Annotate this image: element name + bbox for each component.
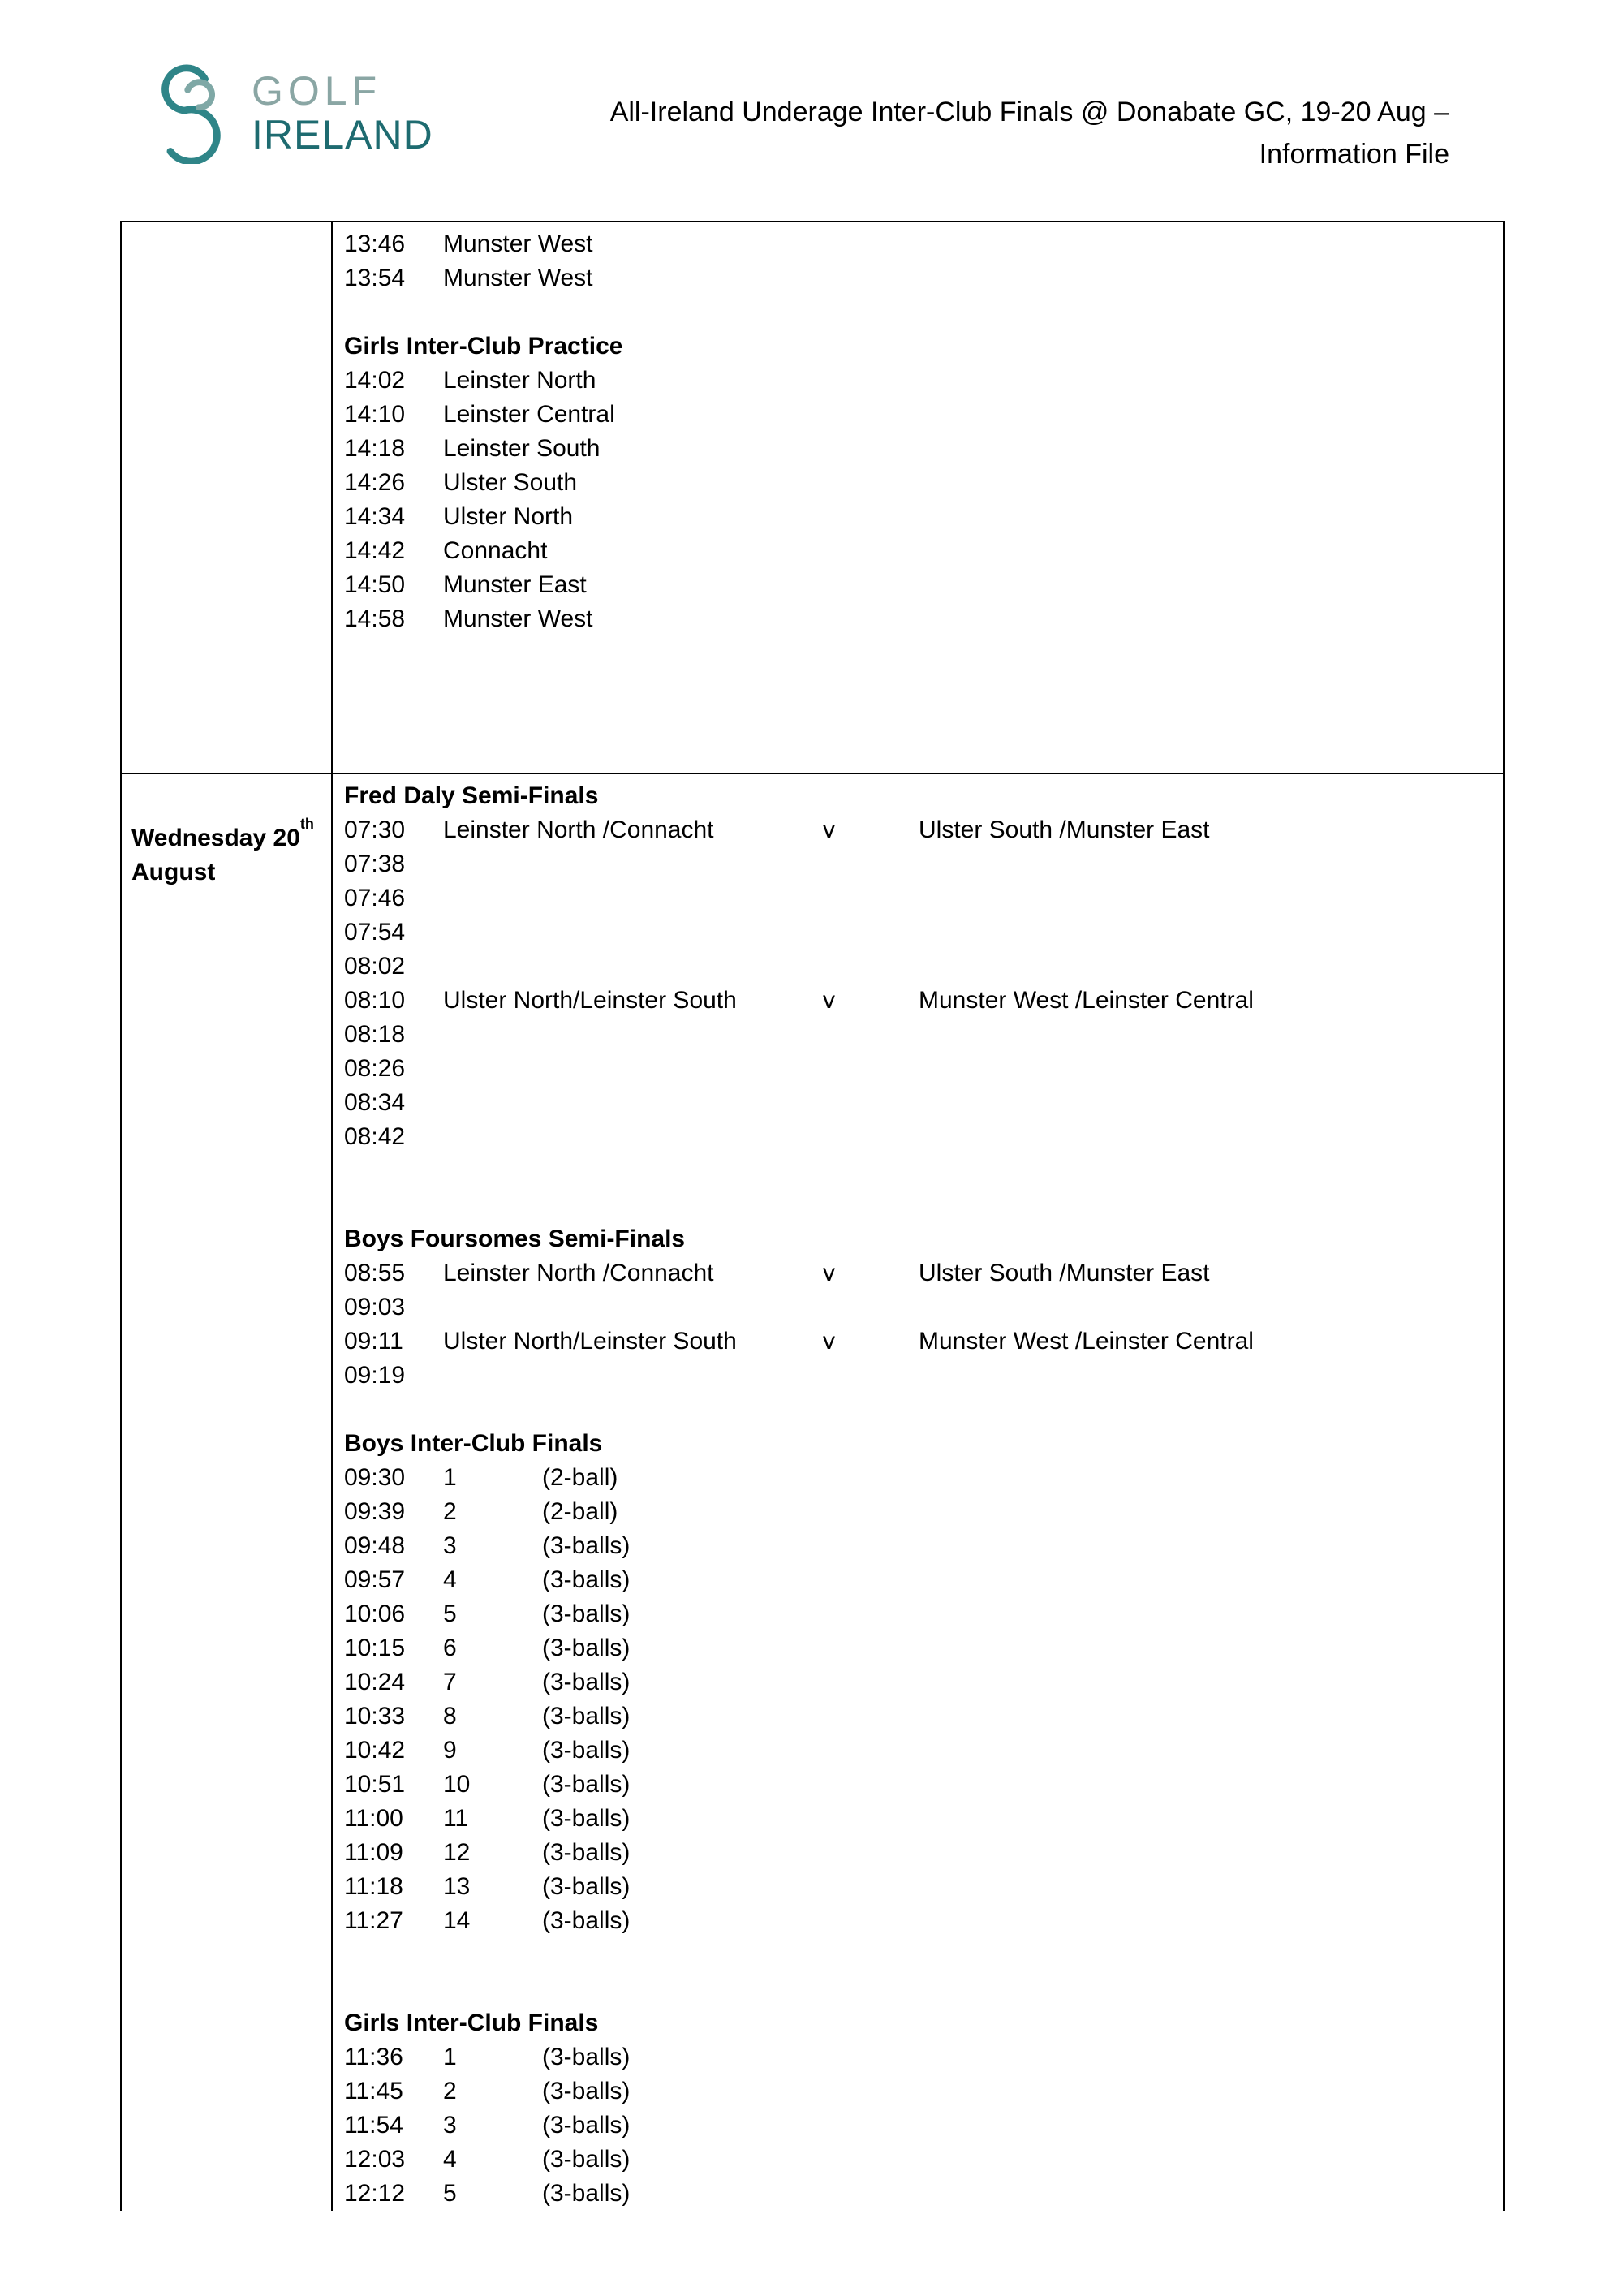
time-label: 11:00 (344, 1805, 403, 1832)
time-label: 11:54 (344, 2112, 403, 2139)
document-title (394, 91, 1449, 175)
schedule-line-time (344, 1120, 1490, 1154)
time-label: 11:27 (344, 1907, 403, 1934)
schedule-line-event (344, 602, 1490, 636)
ball-format: (3-balls) (542, 1839, 631, 1866)
match-number: 2 (443, 2078, 457, 2104)
time-label: 11:45 (344, 2078, 403, 2104)
title-line-2: Information File (1259, 139, 1449, 170)
time-label: 12:03 (344, 2146, 406, 2173)
schedule-line-blank (344, 1972, 1490, 2006)
event-text: Ulster North (443, 503, 574, 530)
time-label: 09:57 (344, 1566, 406, 1593)
schedule-line-event (344, 364, 1490, 398)
time-label: 11:36 (344, 2044, 403, 2070)
match-number: 9 (443, 1737, 457, 1764)
schedule-line-time (344, 915, 1490, 950)
schedule-line-final (344, 2143, 1490, 2177)
time-label: 14:10 (344, 401, 406, 428)
time-label: 10:15 (344, 1635, 406, 1661)
versus-label: v (823, 987, 835, 1014)
match-team-1: Ulster North/Leinster South (443, 1328, 737, 1355)
time-label: 10:06 (344, 1600, 406, 1627)
schedule-line-final (344, 2040, 1490, 2074)
logo-word-ireland: IRELAND (252, 112, 433, 157)
schedule-line-blank (344, 1393, 1490, 1427)
event-text: Leinster North (443, 367, 596, 394)
time-label: 08:34 (344, 1089, 406, 1116)
schedule-line-final (344, 1495, 1490, 1529)
schedule-line-final (344, 1904, 1490, 1938)
schedule-line-header (344, 779, 1490, 813)
match-number: 1 (443, 2044, 457, 2070)
ball-format: (3-balls) (542, 1873, 631, 1900)
time-label: 13:46 (344, 230, 406, 257)
time-label: 11:09 (344, 1839, 403, 1866)
time-label: 12:12 (344, 2180, 406, 2207)
schedule-line-final (344, 1563, 1490, 1597)
schedule-line-event (344, 500, 1490, 534)
schedule-line-event (344, 466, 1490, 500)
schedule-line-final (344, 2074, 1490, 2109)
schedule-line-event (344, 398, 1490, 432)
schedule-line-header (344, 330, 1490, 364)
schedule-line-final (344, 1529, 1490, 1563)
ball-format: (2-ball) (542, 1464, 618, 1491)
time-label: 13:54 (344, 265, 406, 291)
schedule-line-header (344, 1222, 1490, 1256)
ball-format: (3-balls) (542, 2146, 631, 2173)
schedule-line-event (344, 432, 1490, 466)
time-label: 07:30 (344, 816, 406, 843)
match-number: 2 (443, 1498, 457, 1525)
ball-format: (3-balls) (542, 1600, 631, 1627)
schedule-line-event (344, 261, 1490, 295)
match-team-2: Ulster South /Munster East (919, 1260, 1210, 1286)
schedule-line-final (344, 1870, 1490, 1904)
schedule-line-final (344, 2177, 1490, 2211)
time-label: 08:02 (344, 953, 406, 980)
schedule-line-time (344, 950, 1490, 984)
time-label: 08:10 (344, 987, 406, 1014)
schedule-line-match (344, 1325, 1490, 1359)
time-label: 09:48 (344, 1532, 406, 1559)
schedule-line-blank (344, 1154, 1490, 1188)
schedule-line-event (344, 568, 1490, 602)
time-label: 07:46 (344, 885, 406, 911)
match-number: 12 (443, 1839, 471, 1866)
time-label: 14:02 (344, 367, 406, 394)
ball-format: (2-ball) (542, 1498, 618, 1525)
time-label: 11:18 (344, 1873, 403, 1900)
schedule-content-cell (333, 222, 1503, 773)
time-label: 14:34 (344, 503, 406, 530)
schedule-line-final (344, 1734, 1490, 1768)
section-header: Fred Daly Semi-Finals (344, 782, 599, 809)
time-label: 08:26 (344, 1055, 406, 1082)
schedule-line-event (344, 534, 1490, 568)
versus-label: v (823, 816, 835, 843)
match-number: 13 (443, 1873, 471, 1900)
ball-format: (3-balls) (542, 1703, 631, 1730)
match-team-2: Munster West /Leinster Central (919, 1328, 1254, 1355)
schedule-line-final (344, 1665, 1490, 1699)
logo-word-golf: GOLF (252, 68, 382, 114)
schedule-line-time (344, 881, 1490, 915)
ball-format: (3-balls) (542, 1771, 631, 1798)
time-label: 10:24 (344, 1669, 406, 1695)
time-label: 09:39 (344, 1498, 406, 1525)
ball-format: (3-balls) (542, 1737, 631, 1764)
date-line-2: August (131, 859, 216, 885)
event-text: Leinster South (443, 435, 601, 462)
date-ordinal-suffix: th (299, 816, 314, 832)
schedule-line-final (344, 1699, 1490, 1734)
schedule-line-final (344, 1768, 1490, 1802)
schedule-line-final (344, 1461, 1490, 1495)
ball-format: (3-balls) (542, 1805, 631, 1832)
time-label: 10:33 (344, 1703, 406, 1730)
ball-format: (3-balls) (542, 1907, 631, 1934)
section-header: Boys Foursomes Semi-Finals (344, 1226, 686, 1252)
schedule-line-time (344, 1086, 1490, 1120)
match-team-2: Munster West /Leinster Central (919, 987, 1254, 1014)
time-label: 14:26 (344, 469, 406, 496)
schedule-line-time (344, 1359, 1490, 1393)
match-number: 3 (443, 1532, 457, 1559)
time-label: 14:18 (344, 435, 406, 462)
match-number: 3 (443, 2112, 457, 2139)
schedule-line-final (344, 2109, 1490, 2143)
schedule-line-time (344, 1018, 1490, 1052)
schedule-line-final (344, 1631, 1490, 1665)
ball-format: (3-balls) (542, 2044, 631, 2070)
section-header: Girls Inter-Club Practice (344, 333, 623, 360)
ball-format: (3-balls) (542, 1635, 631, 1661)
match-team-1: Leinster North /Connacht (443, 1260, 714, 1286)
golf-ireland-logo (146, 62, 433, 164)
event-text: Munster West (443, 230, 593, 257)
time-label: 07:54 (344, 919, 406, 946)
event-text: Connacht (443, 537, 548, 564)
time-label: 09:30 (344, 1464, 406, 1491)
time-label: 08:42 (344, 1123, 406, 1150)
schedule-line-event (344, 227, 1490, 261)
match-number: 1 (443, 1464, 457, 1491)
schedule-content-cell (333, 774, 1503, 2211)
time-label: 08:55 (344, 1260, 406, 1286)
date-cell (122, 774, 333, 2211)
event-text: Leinster Central (443, 401, 615, 428)
title-line-1: All-Ireland Underage Inter-Club Finals @ Donabate GC, 19-20 Aug – (609, 97, 1449, 127)
date-line-1 (131, 815, 325, 855)
versus-label: v (823, 1260, 835, 1286)
time-label: 14:50 (344, 571, 406, 598)
match-number: 5 (443, 2180, 457, 2207)
schedule-line-header (344, 1427, 1490, 1461)
time-label: 09:19 (344, 1362, 406, 1389)
schedule-line-time (344, 1290, 1490, 1325)
schedule-line-blank (344, 1188, 1490, 1222)
match-team-1: Ulster North/Leinster South (443, 987, 737, 1014)
match-number: 8 (443, 1703, 457, 1730)
versus-label: v (823, 1328, 835, 1355)
event-text: Munster East (443, 571, 587, 598)
section-header: Boys Inter-Club Finals (344, 1430, 603, 1457)
ball-format: (3-balls) (542, 1532, 631, 1559)
ball-format: (3-balls) (542, 2078, 631, 2104)
time-label: 08:18 (344, 1021, 406, 1048)
match-number: 4 (443, 2146, 457, 2173)
schedule-line-time (344, 847, 1490, 881)
schedule-line-match (344, 1256, 1490, 1290)
time-label: 10:51 (344, 1771, 406, 1798)
match-number: 10 (443, 1771, 471, 1798)
schedule-line-final (344, 1836, 1490, 1870)
schedule-line-header (344, 2006, 1490, 2040)
ball-format: (3-balls) (542, 2180, 631, 2207)
date-cell (122, 222, 333, 773)
time-label: 10:42 (344, 1737, 406, 1764)
schedule-line-blank (344, 295, 1490, 330)
section-header: Girls Inter-Club Finals (344, 2010, 599, 2036)
time-label: 14:58 (344, 605, 406, 632)
schedule-line-match (344, 984, 1490, 1018)
time-label: 07:38 (344, 851, 406, 877)
date-main: Wednesday 20 (131, 825, 300, 851)
match-team-1: Leinster North /Connacht (443, 816, 714, 843)
schedule-line-match (344, 813, 1490, 847)
schedule-line-final (344, 1802, 1490, 1836)
match-team-2: Ulster South /Munster East (919, 816, 1210, 843)
time-label: 09:11 (344, 1328, 403, 1355)
ball-format: (3-balls) (542, 1669, 631, 1695)
table-row (122, 774, 1503, 2211)
match-number: 5 (443, 1600, 457, 1627)
ball-format: (3-balls) (542, 1566, 631, 1593)
event-text: Ulster South (443, 469, 578, 496)
time-label: 14:42 (344, 537, 406, 564)
match-number: 11 (443, 1805, 469, 1832)
match-number: 4 (443, 1566, 457, 1593)
table-row (122, 222, 1503, 774)
time-label: 09:03 (344, 1294, 406, 1320)
schedule-line-blank (344, 1938, 1490, 1972)
match-number: 7 (443, 1669, 457, 1695)
ball-format: (3-balls) (542, 2112, 631, 2139)
event-text: Munster West (443, 265, 593, 291)
event-text: Munster West (443, 605, 593, 632)
schedule-line-time (344, 1052, 1490, 1086)
schedule-table (120, 221, 1505, 2211)
golf-ireland-logo-icon (146, 62, 242, 164)
match-number: 14 (443, 1907, 471, 1934)
schedule-line-final (344, 1597, 1490, 1631)
match-number: 6 (443, 1635, 457, 1661)
